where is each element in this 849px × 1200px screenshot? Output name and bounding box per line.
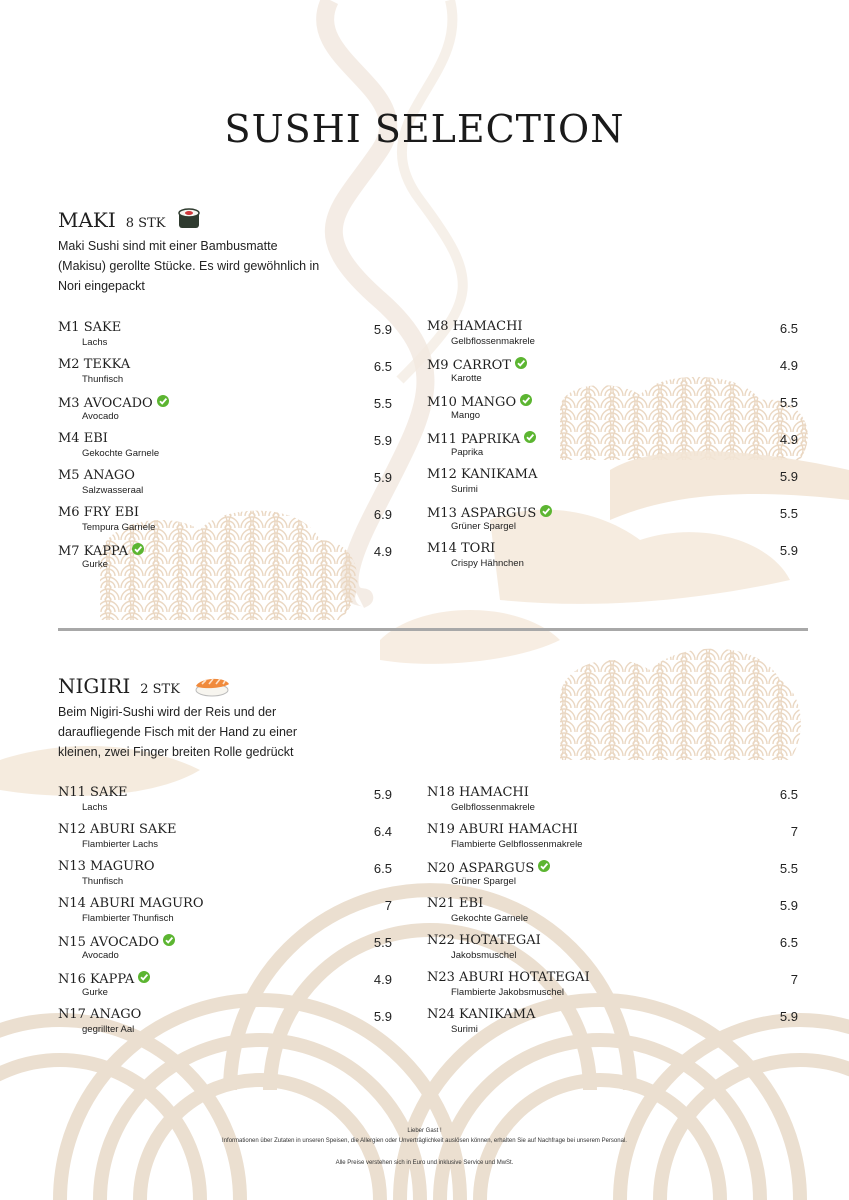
menu-item [58,320,392,354]
menu-item [58,357,392,391]
menu-item-price: 6.9 [373,507,392,522]
menu-item-name-text: M4 EBI [58,431,108,446]
menu-item-name-text: M5 ANAGO [58,468,135,483]
menu-item-name [58,896,204,911]
leaf-check-icon [519,393,533,411]
menu-item [427,467,798,501]
maki-description-line: (Makisu) gerollte Stücke. Es wird gewöhnlich in [58,259,320,273]
menu-item-name [58,542,145,560]
menu-item-name [58,822,177,837]
maki-description-line: Nori eingepackt [58,279,145,293]
menu-item-price: 5.5 [373,396,392,411]
menu-item-name-text: M9 CARROT [427,357,511,373]
menu-item-name [427,896,483,911]
menu-item-name [58,468,135,483]
menu-item [58,785,392,819]
menu-item [58,394,392,428]
menu-item [427,319,798,353]
menu-item-name [58,357,130,372]
leaf-check-icon [514,356,528,374]
maki-title: MAKI [58,208,116,232]
nigiri-description-line: daraufliegende Fisch mit der Hand zu einer [58,725,298,739]
menu-item [58,896,392,930]
maki-header [58,208,201,235]
menu-item-description: Flambierte Jakobsmuschel [451,987,564,998]
menu-item-name [58,1007,141,1022]
menu-item-name [427,504,553,522]
leaf-check-icon [539,504,553,522]
menu-item-name-text: M10 MANGO [427,394,517,410]
menu-item-description: Jakobsmuschel [451,950,517,961]
menu-item-name [58,431,108,446]
menu-item [427,504,798,538]
menu-item-name-text: N21 EBI [427,896,484,911]
nigiri-description-line: kleinen, zwei Finger breiten Rolle gedrückt [58,745,294,759]
menu-item-description: Avocado [82,950,119,961]
menu-item [58,1007,392,1041]
nigiri-description-line: Beim Nigiri-Sushi wird der Reis und der [58,705,277,719]
menu-item-description: Avocado [82,411,119,422]
menu-item [58,970,392,1004]
menu-item-price: 7 [384,898,392,913]
menu-item-name-text: N18 HAMACHI [427,785,529,800]
menu-item-price: 6.5 [779,321,798,336]
menu-item-name [427,319,523,334]
menu-item-description: Thunfisch [82,876,124,887]
menu-item-price: 4.9 [779,432,798,447]
menu-item-name [58,970,151,988]
maki-count: 8 STK [125,216,166,231]
menu-item-name [427,822,578,837]
menu-item [58,822,392,856]
menu-item-description: gegrillter Aal [82,1024,135,1035]
menu-item-name [427,933,541,948]
menu-item-price: 5.9 [779,1009,798,1024]
menu-item-price: 6.5 [779,787,798,802]
menu-item-name [427,859,551,877]
page-title: SUSHI SELECTION [224,107,625,152]
menu-item-price: 6.5 [373,861,392,876]
footer-price-note: Alle Preise verstehen sich in Euro und inklusive Service und MwSt. [335,1160,514,1166]
menu-item-name [58,394,170,412]
menu-item-description: Tempura Garnele [82,522,156,533]
menu-item-name-text: N20 ASPARGUS [427,860,535,876]
menu-item-name [427,785,529,800]
menu-item [427,822,798,856]
menu-item-name-text: M1 SAKE [58,320,122,335]
menu-item-price: 5.9 [779,469,798,484]
menu-item-description: Flambierter Lachs [82,839,159,850]
menu-item-description: Gekochte Garnele [82,448,160,459]
menu-item-description: Thunfisch [82,374,124,385]
menu-item-name-text: M7 KAPPA [58,543,128,559]
menu-item [427,970,798,1004]
nigiri-header [58,674,232,703]
menu-item [427,896,798,930]
menu-item [427,933,798,967]
menu-item [427,1007,798,1041]
nigiri-title: NIGIRI [58,674,131,698]
menu-item-price: 4.9 [373,544,392,559]
menu-item-description: Flambierte Gelbflossenmakrele [451,839,583,850]
menu-item-name-text: M13 ASPARGUS [427,505,537,521]
menu-item-description: Paprika [451,447,484,458]
menu-item-description: Mango [451,410,481,421]
menu-item-description: Salzwasseraal [82,485,144,496]
menu-item-description: Surimi [451,484,478,495]
menu-item [58,933,392,967]
menu-item-price: 7 [790,824,798,839]
menu-item-name-text: M14 TORI [427,541,496,556]
menu-item-name-text: N13 MAGURO [58,859,155,874]
menu-item-price: 5.9 [779,898,798,913]
menu-item-name-text: N24 KANIKAMA [427,1007,536,1022]
menu-item-name-text: M12 KANIKAMA [427,467,538,482]
menu-item-name [427,541,495,556]
menu-item-description: Grüner Spargel [451,876,516,887]
nigiri-icon [192,674,232,703]
maki-roll-icon [177,208,201,235]
menu-item-description: Lachs [82,337,108,348]
menu-item-description: Lachs [82,802,108,813]
menu-item-name [427,393,533,411]
leaf-check-icon [156,394,170,412]
maki-description-line: Maki Sushi sind mit einer Bambusmatte [58,239,278,253]
menu-item-description: Flambierter Thunfisch [82,913,174,924]
menu-item [427,356,798,390]
menu-item-description: Gurke [82,559,108,570]
menu-item [58,431,392,465]
menu-item [427,785,798,819]
menu-item-name [427,356,528,374]
menu-item-price: 5.9 [373,322,392,337]
menu-item-price: 5.5 [779,861,798,876]
menu-item [58,505,392,539]
menu-item-name-text: N17 ANAGO [58,1007,142,1022]
menu-item-name-text: M11 PAPRIKA [427,431,521,447]
menu-item-name [427,1007,535,1022]
menu-item-name [58,859,155,874]
menu-item-name-text: N22 HOTATEGAI [427,933,541,948]
menu-item [58,542,392,576]
menu-item-name-text: M8 HAMACHI [427,319,523,334]
menu-item-price: 5.9 [779,543,798,558]
leaf-check-icon [162,933,176,951]
menu-item [58,859,392,893]
menu-item-description: Karotte [451,373,482,384]
menu-item-name-text: N19 ABURI HAMACHI [427,822,578,837]
menu-item-price: 4.9 [779,358,798,373]
menu-item [427,859,798,893]
menu-item-name [427,970,590,985]
menu-item-price: 5.5 [779,395,798,410]
menu-item-price: 5.9 [373,1009,392,1024]
leaf-check-icon [137,970,151,988]
menu-item-price: 6.4 [373,824,392,839]
menu-item-name-text: N15 AVOCADO [58,934,160,950]
menu-item-description: Crispy Hähnchen [451,558,524,569]
nigiri-description [58,702,358,762]
menu-item-name [58,505,139,520]
menu-item-name-text: M3 AVOCADO [58,395,153,411]
menu-item-name-text: M6 FRY EBI [58,505,140,520]
menu-item-name-text: M2 TEKKA [58,357,131,372]
section-divider [58,628,808,631]
leaf-check-icon [537,859,551,877]
menu-item-name [58,785,128,800]
footer-allergy-note: Informationen über Zutaten in unseren Speisen, die Allergien oder Unverträglichkeit auslösen können, erhalten Sie auf Nachfrage bei unserem Personal. [222,1138,627,1144]
menu-item-name [427,467,537,482]
menu-item-price: 4.9 [373,972,392,987]
maki-description [58,236,358,296]
menu-item-price: 5.5 [779,506,798,521]
footer-greeting: Lieber Gast ! [407,1128,442,1134]
leaf-check-icon [131,542,145,560]
menu-item-description: Gelbflossenmakrele [451,802,535,813]
menu-item-name [58,933,176,951]
menu-item-price: 7 [790,972,798,987]
nigiri-count: 2 STK [140,682,180,697]
menu-item-name [427,430,537,448]
menu-item [58,468,392,502]
menu-item-description: Grüner Spargel [451,521,516,532]
menu-item-name-text: N16 KAPPA [58,971,135,987]
menu-item-name-text: N23 ABURI HOTATEGAI [427,970,590,985]
menu-item-name [58,320,121,335]
menu-item-name-text: N11 SAKE [58,785,128,800]
menu-item-description: Surimi [451,1024,478,1035]
menu-item-price: 5.5 [373,935,392,950]
menu-item-name-text: N12 ABURI SAKE [58,822,177,837]
menu-item-description: Gurke [82,987,108,998]
menu-item-description: Gekochte Garnele [451,913,529,924]
menu-item-price: 5.9 [373,470,392,485]
menu-item [427,541,798,575]
menu-item-price: 5.9 [373,787,392,802]
menu-item-price: 5.9 [373,433,392,448]
menu-item-price: 6.5 [373,359,392,374]
menu-item [427,430,798,464]
menu-item-description: Gelbflossenmakrele [451,336,535,347]
menu-item-price: 6.5 [779,935,798,950]
menu-item-name-text: N14 ABURI MAGURO [58,896,204,911]
menu-item [427,393,798,427]
leaf-check-icon [523,430,537,448]
